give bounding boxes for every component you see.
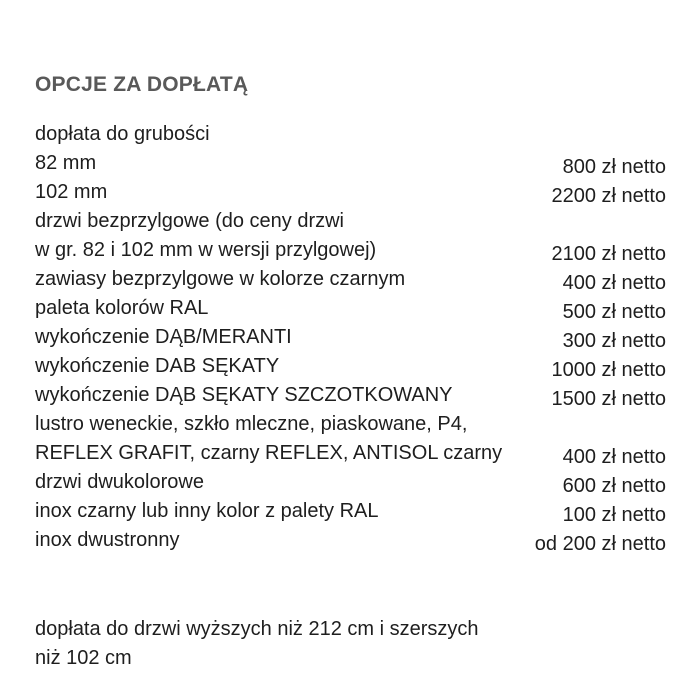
option-price: od 200 zł netto — [534, 533, 666, 555]
option-label — [35, 323, 547, 352]
option-label-line: drzwi dwukolorowe — [35, 471, 204, 493]
option-price: 100 zł netto — [562, 504, 666, 526]
page-title: OPCJE ZA DOPŁATĄ — [35, 73, 249, 96]
option-label-line: dopłata do grubości — [35, 123, 210, 145]
option-label-line: zawiasy bezprzylgowe w kolorze czarnym — [35, 268, 406, 290]
option-label — [35, 178, 535, 207]
option-label — [35, 468, 547, 497]
option-label — [35, 207, 535, 265]
option-label-line: wykończenie DAB SĘKATY — [35, 355, 280, 377]
price-row — [35, 526, 666, 555]
option-price: 800 zł netto — [562, 156, 666, 178]
price-row — [35, 410, 666, 468]
option-price: 500 zł netto — [562, 301, 666, 323]
option-price: 2200 zł netto — [551, 185, 666, 207]
option-price: 400 zł netto — [562, 446, 666, 468]
option-price: 400 zł netto — [562, 272, 666, 294]
option-label-line: wykończenie DĄB/MERANTI — [35, 326, 292, 348]
option-price: 1500 zł netto — [551, 388, 666, 410]
option-label — [35, 265, 547, 294]
option-price: 2100 zł netto — [551, 243, 666, 265]
price-row — [35, 207, 666, 265]
price-row — [35, 468, 666, 497]
option-label — [35, 149, 547, 178]
option-label — [35, 381, 535, 410]
price-row — [35, 178, 666, 207]
option-label-line: inox czarny lub inny kolor z palety RAL — [35, 500, 379, 522]
option-label — [35, 294, 547, 323]
footer-note-line-1: dopłata do drzwi wyższych niż 212 cm i szerszych — [35, 618, 479, 640]
price-row — [35, 294, 666, 323]
price-row — [35, 352, 666, 381]
option-label — [35, 497, 547, 526]
option-price: 300 zł netto — [562, 330, 666, 352]
option-label — [35, 526, 519, 555]
price-row — [35, 120, 666, 149]
option-label-line: REFLEX GRAFIT, czarny REFLEX, ANTISOL czarny — [35, 442, 503, 464]
option-label-line: 82 mm — [35, 152, 97, 174]
price-row — [35, 381, 666, 410]
option-label — [35, 352, 535, 381]
price-list — [35, 120, 666, 555]
option-label — [35, 410, 547, 468]
option-label-line: paleta kolorów RAL — [35, 297, 209, 319]
price-row — [35, 497, 666, 526]
option-label-line: wykończenie DĄB SĘKATY SZCZOTKOWANY — [35, 384, 453, 406]
option-label — [35, 120, 650, 149]
footer-note — [35, 615, 666, 673]
option-label-line: inox dwustronny — [35, 529, 180, 551]
option-label-line: 102 mm — [35, 181, 108, 203]
price-row — [35, 265, 666, 294]
price-row — [35, 323, 666, 352]
option-label-line: lustro weneckie, szkło mleczne, piaskowane, P4, — [35, 413, 468, 435]
price-row — [35, 149, 666, 178]
footer-note-line-2: niż 102 cm — [35, 647, 132, 669]
option-label-line: drzwi bezprzylgowe (do ceny drzwi — [35, 210, 345, 232]
option-label-line: w gr. 82 i 102 mm w wersji przylgowej) — [35, 239, 377, 261]
option-price: 1000 zł netto — [551, 359, 666, 381]
option-price: 600 zł netto — [562, 475, 666, 497]
